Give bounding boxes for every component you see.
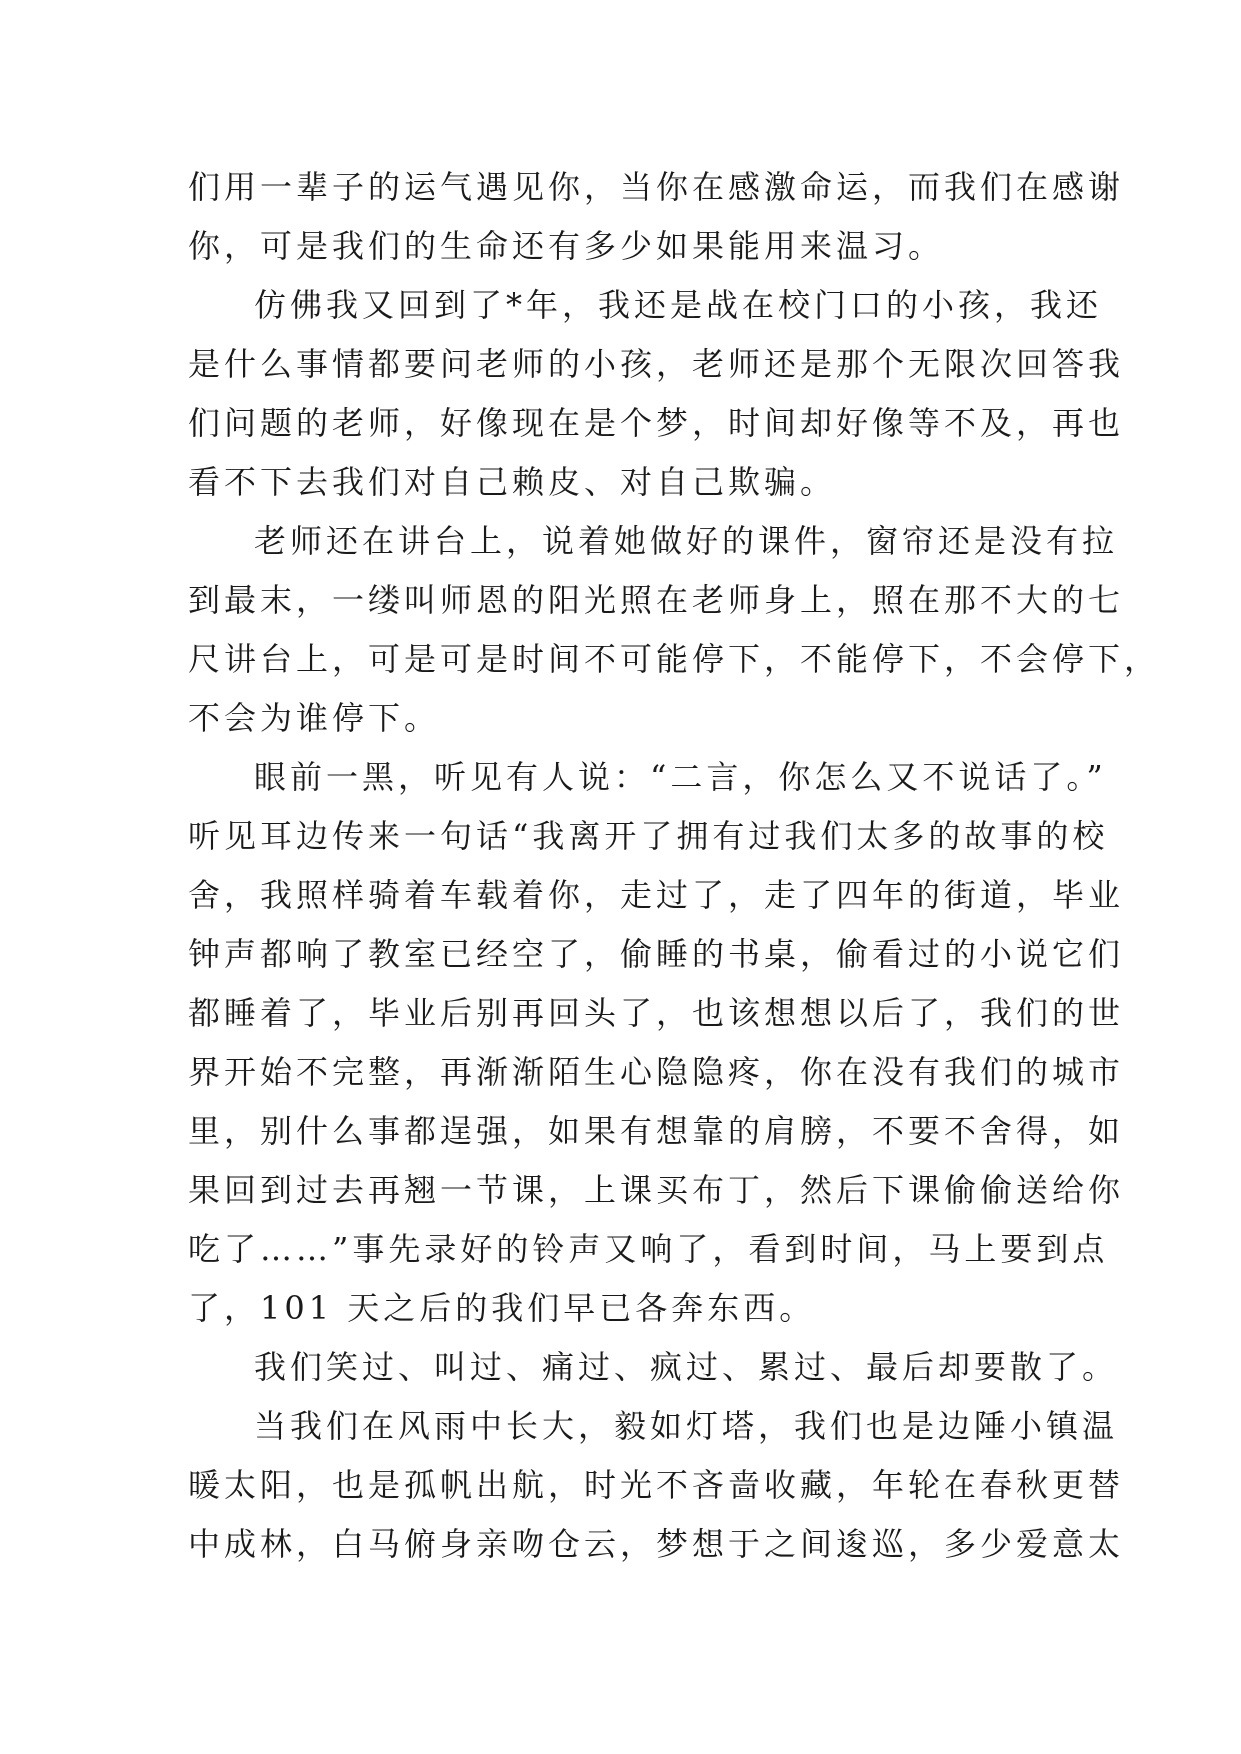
text-line: 尺讲台上，可是可是时间不可能停下，不能停下，不会停下， <box>188 640 1161 678</box>
text-line: 听见耳边传来一句话“我离开了拥有过我们太多的故事的校 <box>188 817 1109 855</box>
text-line: 果回到过去再翘一节课，上课买布丁，然后下课偷偷送给你 <box>188 1171 1125 1209</box>
text-line: 眼前一黑，听见有人说：“二言，你怎么又不说话了。” <box>254 758 1107 796</box>
text-line: 你，可是我们的生命还有多少如果能用来温习。 <box>188 227 945 265</box>
text-line: 中成林，白马俯身亲吻仓云，梦想于之间逡巡，多少爱意太 <box>188 1525 1125 1563</box>
text-line: 到最末，一缕叫师恩的阳光照在老师身上，照在那不大的七 <box>188 581 1125 619</box>
text-line: 是什么事情都要问老师的小孩，老师还是那个无限次回答我 <box>188 345 1125 383</box>
text-line: 看不下去我们对自己赖皮、对自己欺骗。 <box>188 463 837 501</box>
text-line: 们用一辈子的运气遇见你，当你在感激命运，而我们在感谢 <box>188 168 1125 206</box>
text-line: 们问题的老师，好像现在是个梦，时间却好像等不及，再也 <box>188 404 1125 442</box>
text-line: 都睡着了，毕业后别再回头了，也该想想以后了，我们的世 <box>188 994 1125 1032</box>
text-line: 老师还在讲台上，说着她做好的课件，窗帘还是没有拉 <box>254 522 1119 560</box>
text-line: 钟声都响了教室已经空了，偷睡的书桌，偷看过的小说它们 <box>188 935 1125 973</box>
text-line: 吃了……”事先录好的铃声又响了，看到时间，马上要到点 <box>188 1230 1109 1268</box>
text-line: 界开始不完整，再渐渐陌生心隐隐疼，你在没有我们的城市 <box>188 1053 1125 1091</box>
text-line: 我们笑过、叫过、痛过、疯过、累过、最后却要散了。 <box>254 1348 1119 1386</box>
document-body <box>188 158 1161 1574</box>
text-line: 舍，我照样骑着车载着你，走过了，走了四年的街道，毕业 <box>188 876 1125 914</box>
text-line: 暖太阳，也是孤帆出航，时光不吝啬收藏，年轮在春秋更替 <box>188 1466 1125 1504</box>
text-line: 仿佛我又回到了*年，我还是战在校门口的小孩，我还 <box>254 286 1103 324</box>
text-line: 不会为谁停下。 <box>188 699 441 737</box>
text-line: 了，101 天之后的我们早已各奔东西。 <box>188 1289 816 1327</box>
text-line: 里，别什么事都逞强，如果有想靠的肩膀，不要不舍得，如 <box>188 1112 1125 1150</box>
text-line: 当我们在风雨中长大，毅如灯塔，我们也是边陲小镇温 <box>254 1407 1119 1445</box>
